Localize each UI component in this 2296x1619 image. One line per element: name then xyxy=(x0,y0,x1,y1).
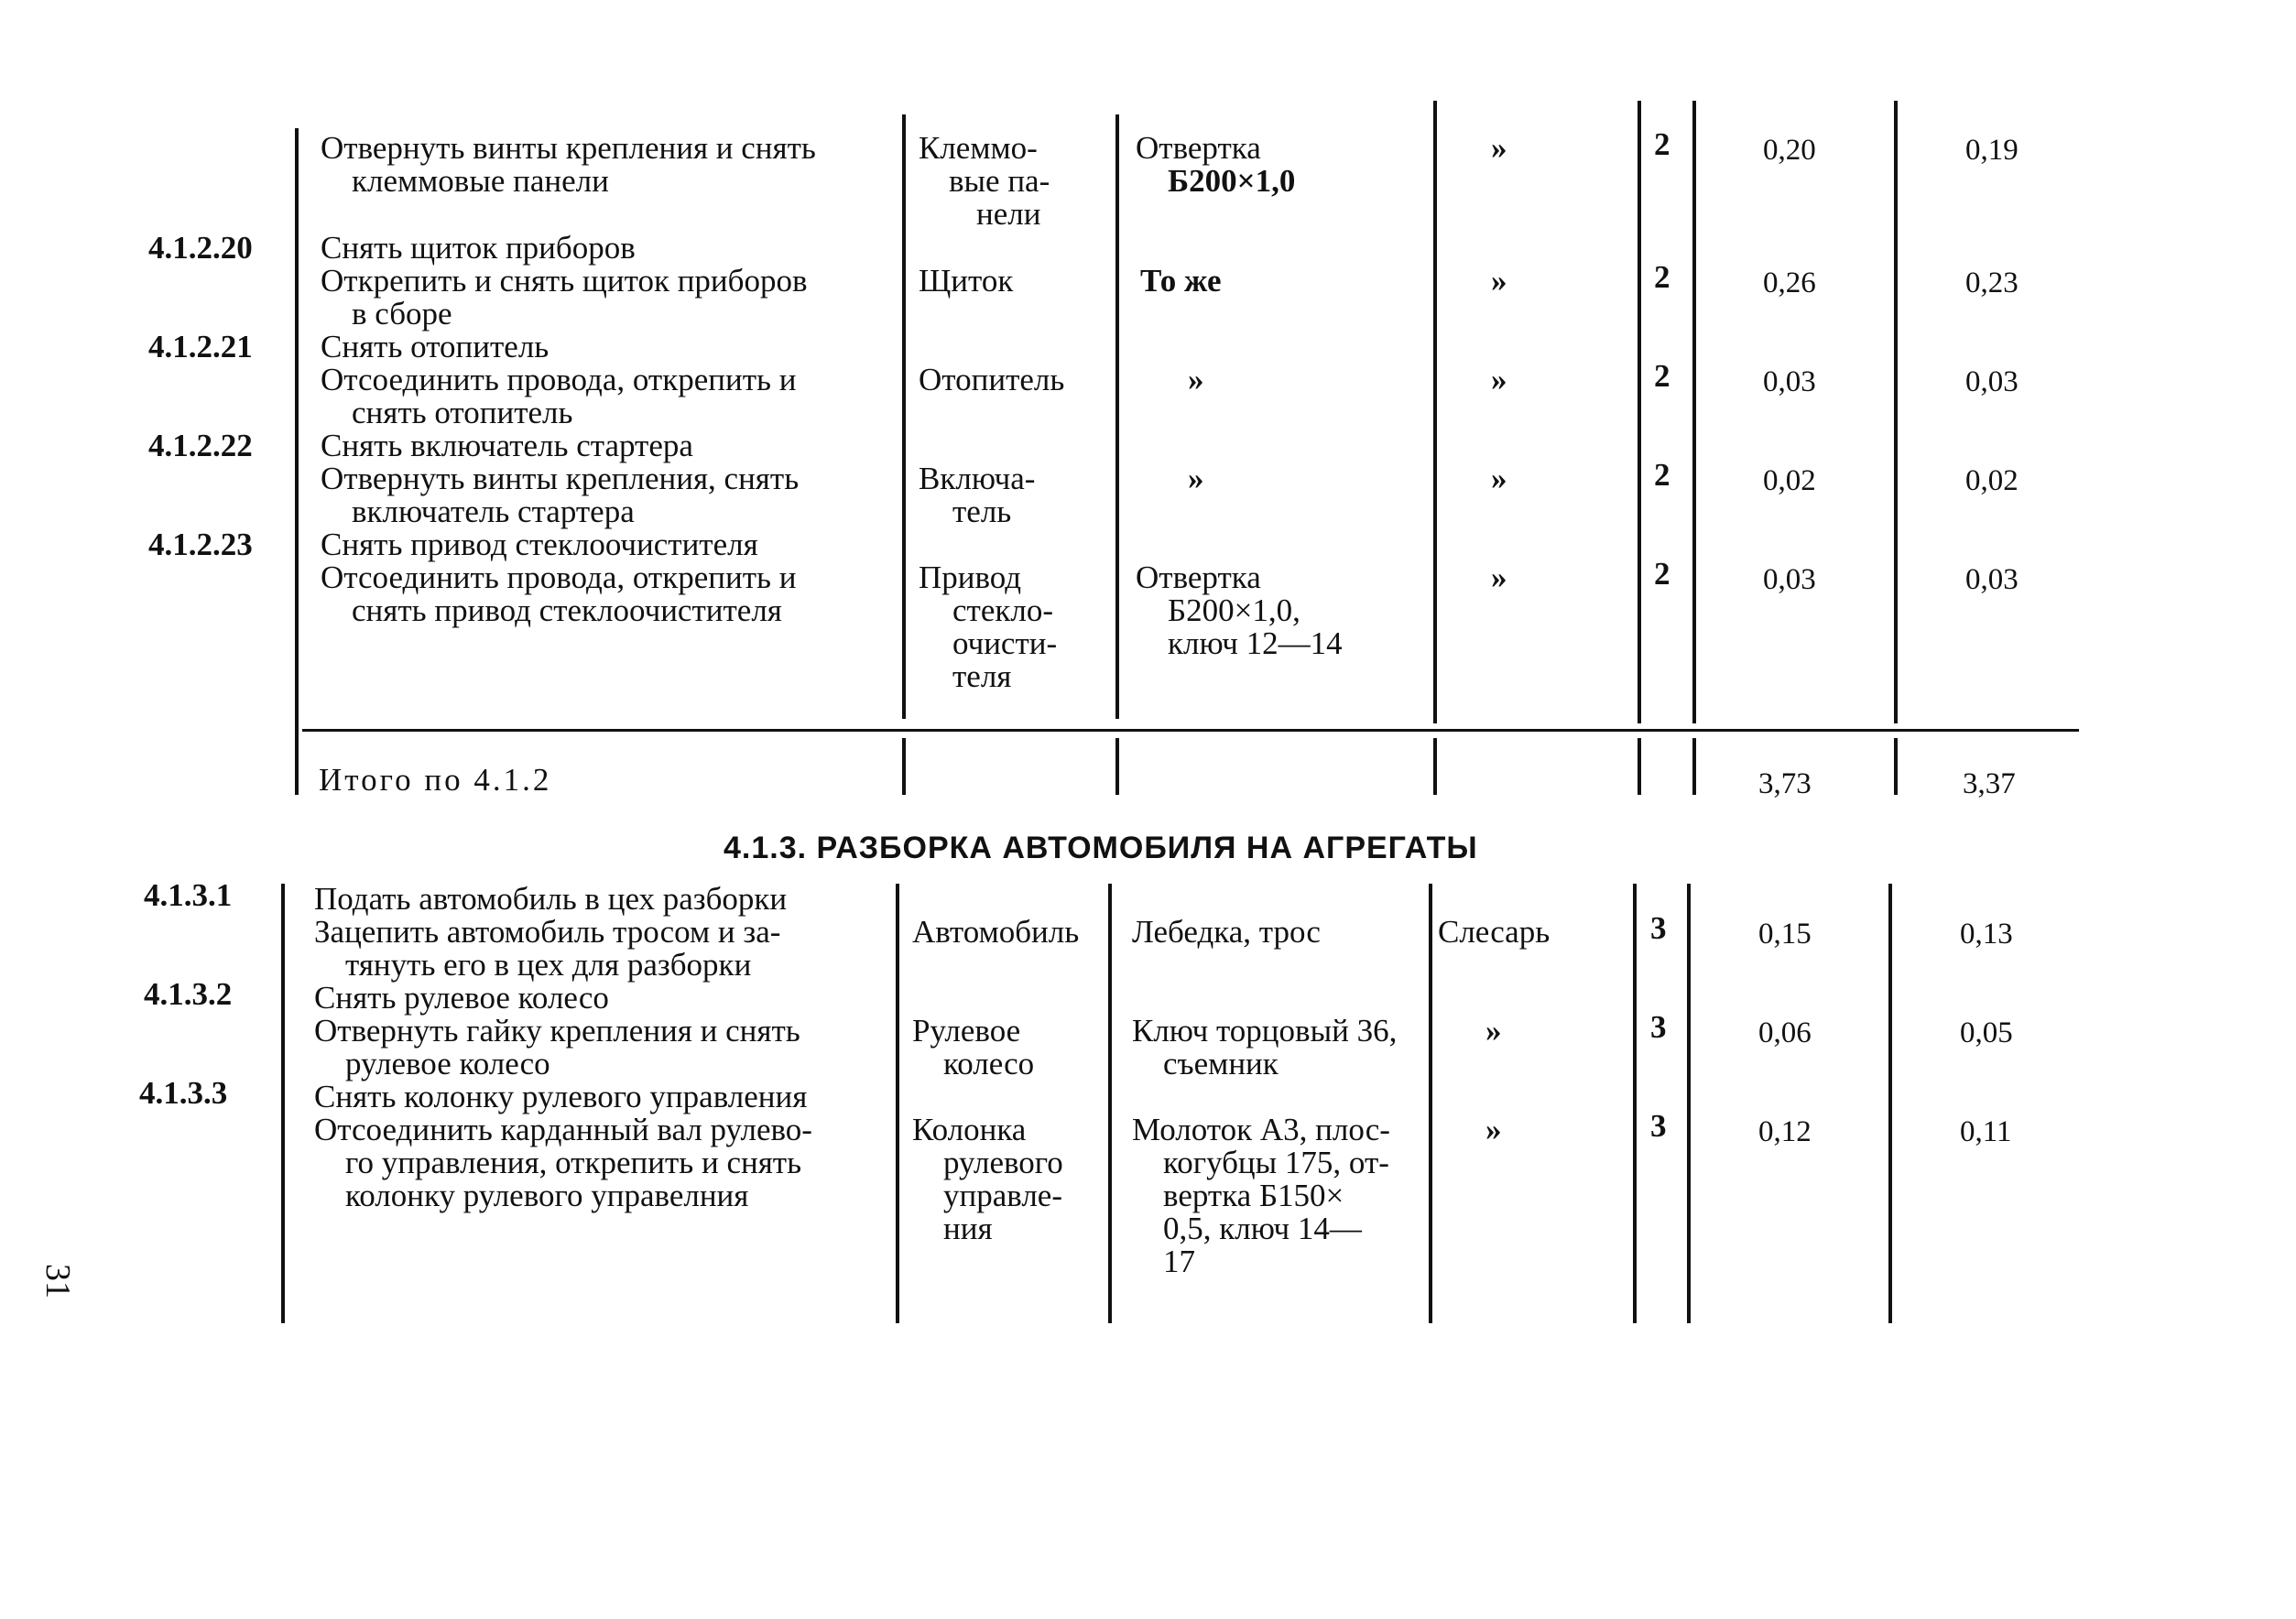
total-sep-1 xyxy=(902,738,906,795)
text-line: тянуть его в цех для разборки xyxy=(345,947,752,983)
tool-line: Молоток А3, плос- xyxy=(1132,1112,1390,1147)
tool-ditto: » xyxy=(1188,461,1204,496)
tool-line: съемник xyxy=(1163,1046,1279,1081)
part-line: тель xyxy=(952,494,1012,529)
block1-col-rule-part xyxy=(902,114,906,719)
text-line: снять привод стеклоочистителя xyxy=(352,592,782,628)
total-sep-6 xyxy=(1894,738,1898,795)
grade: 2 xyxy=(1654,457,1670,493)
value-2: 0,02 xyxy=(1965,464,2019,497)
item-id: 4.1.3.2 xyxy=(144,976,233,1012)
total-sep-2 xyxy=(1115,738,1119,795)
tool-line: Лебедка, трос xyxy=(1132,914,1321,950)
item-heading: Снять включатель стартера xyxy=(321,428,693,463)
worker-ditto: » xyxy=(1491,560,1507,595)
text-line: Отсоединить провода, открепить и xyxy=(321,560,797,595)
item-heading: Снять привод стеклоочистителя xyxy=(321,527,758,562)
worker-ditto: » xyxy=(1491,263,1507,299)
block2-col-rule-tool xyxy=(1108,884,1112,1323)
tool-line: Б200×1,0 xyxy=(1168,163,1296,199)
part-line: стекло- xyxy=(952,592,1053,628)
total-label: Итого по 4.1.2 xyxy=(319,762,552,798)
worker-ditto: » xyxy=(1485,1112,1502,1147)
value-1: 0,15 xyxy=(1758,918,1812,951)
grade: 2 xyxy=(1654,358,1670,394)
tool-line: 17 xyxy=(1163,1244,1195,1279)
tool-line: Ключ торцовый 36, xyxy=(1132,1013,1398,1049)
worker-ditto: » xyxy=(1485,1013,1502,1049)
block1-total-rule xyxy=(302,729,2079,732)
worker-ditto: » xyxy=(1491,461,1507,496)
tool-line: Отвертка xyxy=(1136,560,1261,595)
item-heading: Снять рулевое колесо xyxy=(314,980,609,1016)
text-line: Отсоединить карданный вал рулево- xyxy=(314,1112,812,1147)
section-title: 4.1.3. РАЗБОРКА АВТОМОБИЛЯ НА АГРЕГАТЫ xyxy=(724,831,1478,865)
grade: 2 xyxy=(1654,259,1670,295)
part-line: Автомобиль xyxy=(912,914,1080,950)
tool-line: когубцы 175, от- xyxy=(1163,1145,1389,1180)
value-2: 0,11 xyxy=(1960,1115,2012,1148)
text-line: Отсоединить провода, открепить и xyxy=(321,362,797,397)
block2-col-rule-v2 xyxy=(1888,884,1892,1323)
grade: 2 xyxy=(1654,126,1670,162)
item-heading: Снять отопитель xyxy=(321,329,550,364)
item-heading: Снять щиток приборов xyxy=(321,230,636,266)
text-line: колонку рулевого управелния xyxy=(345,1178,749,1213)
tool-line: Б200×1,0, xyxy=(1168,592,1300,628)
value-1: 0,06 xyxy=(1758,1016,1812,1049)
part-line: управле- xyxy=(943,1178,1062,1213)
item-id: 4.1.2.21 xyxy=(148,329,253,364)
tool-line: вертка Б150× xyxy=(1163,1178,1344,1213)
text-line: Открепить и снять щиток приборов xyxy=(321,263,808,299)
tool-line: Отвертка xyxy=(1136,130,1261,166)
part-line: Привод xyxy=(919,560,1022,595)
block2-col-rule-grade-a xyxy=(1633,884,1637,1323)
item-heading: Подать автомобиль в цех разборки xyxy=(314,881,788,917)
text-line: клеммовые панели xyxy=(352,163,609,199)
part-line: рулевого xyxy=(943,1145,1063,1180)
block2-left-rule xyxy=(281,884,285,1323)
text-line: Зацепить автомобиль тросом и за- xyxy=(314,914,781,950)
value-1: 0,02 xyxy=(1763,464,1816,497)
grade: 2 xyxy=(1654,556,1670,592)
text-line: Отвернуть винты крепления, снять xyxy=(321,461,800,496)
item-id: 4.1.2.22 xyxy=(148,428,253,463)
value-1: 0,26 xyxy=(1763,266,1816,299)
block1-col-rule-worker xyxy=(1433,101,1437,723)
grade: 3 xyxy=(1650,1108,1667,1144)
part-line: вые па- xyxy=(949,163,1050,199)
page-number: 31 xyxy=(38,1264,77,1298)
item-id: 4.1.3.3 xyxy=(139,1075,228,1111)
value-2: 0,23 xyxy=(1965,266,2019,299)
block1-col-rule-v2 xyxy=(1894,101,1898,723)
text-line: Отвернуть винты крепления и снять xyxy=(321,130,816,166)
block1-col-rule-grade-a xyxy=(1638,101,1641,723)
text-line: рулевое колесо xyxy=(345,1046,550,1081)
value-1: 0,20 xyxy=(1763,134,1816,167)
worker: Слесарь xyxy=(1438,914,1551,950)
part-line: Включа- xyxy=(919,461,1036,496)
grade: 3 xyxy=(1650,910,1667,946)
grade: 3 xyxy=(1650,1009,1667,1045)
text-line: Отвернуть гайку крепления и снять xyxy=(314,1013,800,1049)
value-2: 0,19 xyxy=(1965,134,2019,167)
total-value-1: 3,73 xyxy=(1758,767,1812,800)
part-line: Рулевое xyxy=(912,1013,1021,1049)
tool-line: То же xyxy=(1140,263,1222,299)
part-line: Щиток xyxy=(919,263,1014,299)
text-line: снять отопитель xyxy=(352,395,573,430)
value-1: 0,03 xyxy=(1763,563,1816,596)
value-2: 0,03 xyxy=(1965,365,2019,398)
total-sep-4 xyxy=(1638,738,1641,795)
value-1: 0,03 xyxy=(1763,365,1816,398)
block1-col-rule-grade-b xyxy=(1692,101,1696,723)
text-line: включатель стартера xyxy=(352,494,635,529)
block1-left-rule xyxy=(295,128,299,795)
item-id: 4.1.2.20 xyxy=(148,230,253,266)
part-line: очисти- xyxy=(952,625,1058,661)
total-sep-3 xyxy=(1433,738,1437,795)
worker-ditto: » xyxy=(1491,130,1507,166)
value-1: 0,12 xyxy=(1758,1115,1812,1148)
block2-col-rule-worker xyxy=(1429,884,1432,1323)
tool-ditto: » xyxy=(1188,362,1204,397)
block2-col-rule-grade-b xyxy=(1687,884,1691,1323)
value-2: 0,05 xyxy=(1960,1016,2013,1049)
part-line: теля xyxy=(952,658,1012,694)
total-sep-5 xyxy=(1692,738,1696,795)
part-line: колесо xyxy=(943,1046,1035,1081)
block1-col-rule-tool xyxy=(1115,114,1119,719)
part-line: нели xyxy=(976,196,1041,232)
item-heading: Снять колонку рулевого управления xyxy=(314,1079,808,1114)
text-line: го управления, открепить и снять xyxy=(345,1145,802,1180)
part-line: ния xyxy=(943,1211,993,1246)
tool-line: 0,5, ключ 14— xyxy=(1163,1211,1362,1246)
tool-line: ключ 12—14 xyxy=(1168,625,1343,661)
item-id: 4.1.3.1 xyxy=(144,877,233,913)
item-id: 4.1.2.23 xyxy=(148,527,253,562)
total-value-2: 3,37 xyxy=(1963,767,2016,800)
part-line: Колонка xyxy=(912,1112,1027,1147)
block2-col-rule-part xyxy=(896,884,899,1323)
text-line: в сборе xyxy=(352,296,452,331)
part-line: Отопитель xyxy=(919,362,1065,397)
value-2: 0,03 xyxy=(1965,563,2019,596)
value-2: 0,13 xyxy=(1960,918,2013,951)
part-line: Клеммо- xyxy=(919,130,1038,166)
worker-ditto: » xyxy=(1491,362,1507,397)
